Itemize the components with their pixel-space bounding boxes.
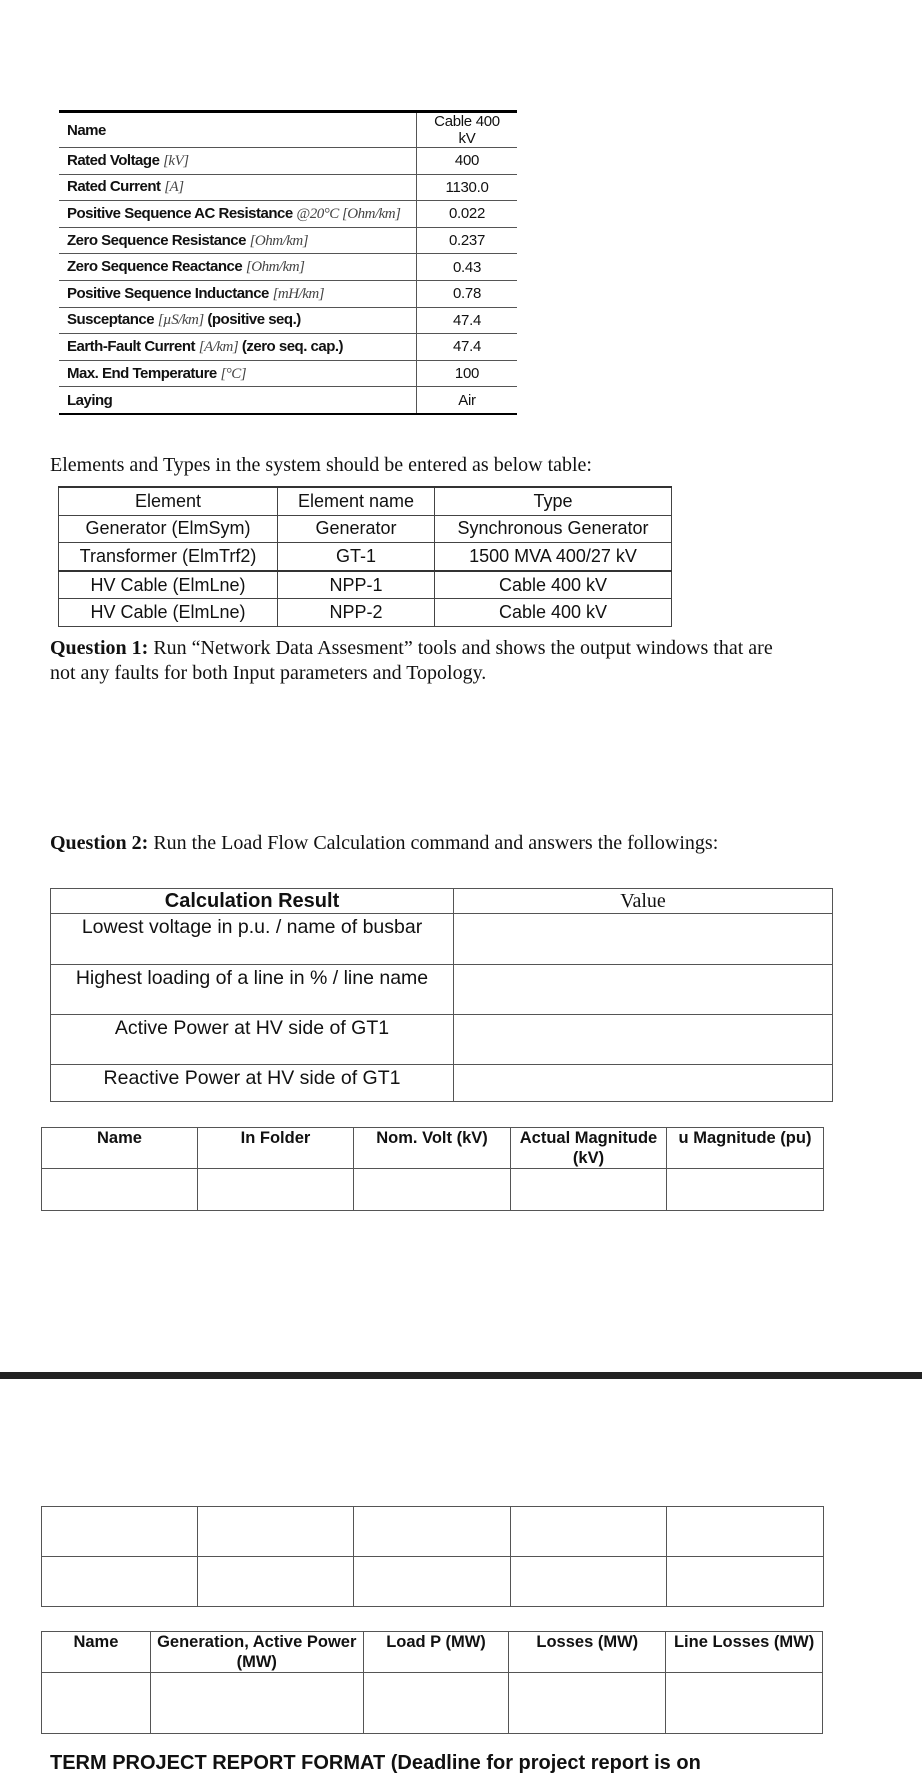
column-header: u Magnitude (pu) xyxy=(667,1128,824,1169)
column-header: Load P (MW) xyxy=(363,1632,509,1673)
table-cell[interactable] xyxy=(42,1557,198,1607)
table-cell[interactable] xyxy=(511,1557,667,1607)
table-row xyxy=(59,334,517,361)
calc-value-header: Value xyxy=(454,889,833,914)
cable-param-value: 1130.0 xyxy=(417,174,518,201)
param-unit: [µS/km] xyxy=(157,312,204,329)
table-cell[interactable] xyxy=(666,1673,823,1734)
param-name: Zero Sequence Reactance xyxy=(67,258,243,276)
table-row xyxy=(42,1169,824,1211)
table-row xyxy=(51,965,833,1015)
table-cell[interactable] xyxy=(198,1507,354,1557)
calc-row-label: Highest loading of a line in % / line name xyxy=(51,965,454,1015)
param-name: Positive Sequence AC Resistance xyxy=(67,204,293,222)
table-cell: Cable 400 kV xyxy=(435,599,672,627)
table-row xyxy=(59,571,672,599)
cable-value-header: Cable 400 kV xyxy=(417,112,518,148)
param-suffix: (positive seq.) xyxy=(207,311,301,329)
param-unit: [A/km] xyxy=(198,338,239,355)
elements-table xyxy=(58,486,672,627)
table-row xyxy=(59,174,517,201)
table-row xyxy=(59,148,517,175)
table-row xyxy=(59,599,672,627)
column-header: Nom. Volt (kV) xyxy=(354,1128,511,1169)
param-name: Max. End Temperature xyxy=(67,364,217,382)
question-1 xyxy=(50,636,773,686)
table-cell[interactable] xyxy=(354,1169,511,1211)
cable-param-label xyxy=(59,174,417,201)
table-cell: GT-1 xyxy=(278,543,435,571)
question-1-label: Question 1: xyxy=(50,637,149,659)
table-row xyxy=(59,543,672,571)
param-unit: @20°C [Ohm/km] xyxy=(296,205,401,222)
table-cell[interactable] xyxy=(667,1557,824,1607)
table-row xyxy=(59,254,517,281)
table-cell[interactable] xyxy=(150,1673,363,1734)
column-header: Name xyxy=(42,1632,151,1673)
table-cell: Generator xyxy=(278,515,435,543)
calculation-results-table xyxy=(50,888,833,1102)
report-format-heading: TERM PROJECT REPORT FORMAT (Deadline for project report is on xyxy=(50,1752,701,1774)
param-name: Rated Voltage xyxy=(67,151,160,169)
question-2-text: Run the Load Flow Calculation command and answers the followings: xyxy=(153,832,719,854)
table-row xyxy=(42,1557,824,1607)
param-suffix: (zero seq. cap.) xyxy=(241,337,344,355)
column-header: Generation, Active Power (MW) xyxy=(150,1632,363,1673)
table-cell: NPP-2 xyxy=(278,599,435,627)
table-row xyxy=(59,112,517,148)
column-header: Actual Magnitude (kV) xyxy=(511,1128,667,1169)
column-header: Element name xyxy=(278,487,435,515)
param-unit: [mH/km] xyxy=(272,285,325,302)
table-cell[interactable] xyxy=(42,1169,198,1211)
cable-param-label xyxy=(59,307,417,334)
table-row xyxy=(42,1673,823,1734)
param-unit: [°C] xyxy=(220,365,247,382)
column-header: Losses (MW) xyxy=(509,1632,666,1673)
table-cell[interactable] xyxy=(42,1507,198,1557)
table-row xyxy=(42,1128,824,1169)
table-cell: 1500 MVA 400/27 kV xyxy=(435,543,672,571)
table-row xyxy=(51,914,833,965)
param-name: Rated Current xyxy=(67,178,161,196)
table-row xyxy=(42,1632,823,1673)
param-name: Earth-Fault Current xyxy=(67,337,196,355)
table-cell: Generator (ElmSym) xyxy=(59,515,278,543)
column-header: Type xyxy=(435,487,672,515)
table-cell: HV Cable (ElmLne) xyxy=(59,571,278,599)
cable-param-label xyxy=(59,387,417,414)
calc-row-label: Lowest voltage in p.u. / name of busbar xyxy=(51,914,454,965)
table-cell[interactable] xyxy=(667,1169,824,1211)
cable-param-value: 400 xyxy=(417,148,518,175)
elements-intro-text: Elements and Types in the system should be entered as below table: xyxy=(50,454,592,476)
param-name: Positive Sequence Inductance xyxy=(67,284,269,302)
column-header: Element xyxy=(59,487,278,515)
question-2 xyxy=(50,831,718,856)
table-row xyxy=(59,201,517,228)
cable-param-label xyxy=(59,254,417,281)
table-cell[interactable] xyxy=(42,1673,151,1734)
table-cell[interactable] xyxy=(354,1507,511,1557)
cable-param-label xyxy=(59,201,417,228)
question-1-text-cont: not any faults for both Input parameters and Topology. xyxy=(50,662,487,684)
cable-parameters-table xyxy=(59,110,517,415)
table-row xyxy=(59,515,672,543)
table-cell[interactable] xyxy=(363,1673,509,1734)
table-row xyxy=(59,307,517,334)
question-2-label: Question 2: xyxy=(50,832,149,854)
param-name: Laying xyxy=(67,391,113,409)
param-unit: [A] xyxy=(164,179,184,196)
param-name: Susceptance xyxy=(67,311,155,329)
cable-param-value: 47.4 xyxy=(417,334,518,361)
cable-param-value: 0.237 xyxy=(417,227,518,254)
column-header: Line Losses (MW) xyxy=(666,1632,823,1673)
table-row xyxy=(59,280,517,307)
cable-param-value: 0.78 xyxy=(417,280,518,307)
cable-param-label xyxy=(59,280,417,307)
cable-name-header: Name xyxy=(59,112,417,148)
param-unit: [Ohm/km] xyxy=(249,232,309,249)
calc-value-cell[interactable] xyxy=(454,965,833,1015)
table-cell: Synchronous Generator xyxy=(435,515,672,543)
table-cell[interactable] xyxy=(198,1169,354,1211)
generation-losses-table xyxy=(41,1631,823,1734)
column-header: In Folder xyxy=(198,1128,354,1169)
table-cell: Transformer (ElmTrf2) xyxy=(59,543,278,571)
table-cell[interactable] xyxy=(511,1169,667,1211)
calc-row-label: Active Power at HV side of GT1 xyxy=(51,1015,454,1065)
cable-param-label xyxy=(59,227,417,254)
busbar-results-table xyxy=(41,1127,824,1211)
table-cell: Cable 400 kV xyxy=(435,571,672,599)
cable-param-label xyxy=(59,148,417,175)
question-1-text: Run “Network Data Assesment” tools and shows the output windows that are xyxy=(153,637,773,659)
table-cell: HV Cable (ElmLne) xyxy=(59,599,278,627)
calc-value-cell[interactable] xyxy=(454,1015,833,1065)
table-row xyxy=(51,889,833,914)
table-cell[interactable] xyxy=(667,1507,824,1557)
table-row xyxy=(59,227,517,254)
calc-value-cell[interactable] xyxy=(454,914,833,965)
table-cell[interactable] xyxy=(354,1557,511,1607)
cable-param-value: 47.4 xyxy=(417,307,518,334)
calc-row-label: Reactive Power at HV side of GT1 xyxy=(51,1065,454,1102)
cable-param-label xyxy=(59,334,417,361)
cable-param-value: Air xyxy=(417,387,518,414)
blank-grid-table xyxy=(41,1506,824,1607)
table-row xyxy=(59,487,672,515)
cable-param-value: 100 xyxy=(417,360,518,387)
calc-result-header: Calculation Result xyxy=(51,889,454,914)
column-header: Name xyxy=(42,1128,198,1169)
param-name: Zero Sequence Resistance xyxy=(67,231,246,249)
cable-param-value: 0.43 xyxy=(417,254,518,281)
table-cell[interactable] xyxy=(511,1507,667,1557)
table-cell[interactable] xyxy=(509,1673,666,1734)
page-divider xyxy=(0,1372,922,1379)
table-cell[interactable] xyxy=(198,1557,354,1607)
cable-param-value: 0.022 xyxy=(417,201,518,228)
param-unit: [Ohm/km] xyxy=(245,259,305,276)
cable-param-label xyxy=(59,360,417,387)
table-row xyxy=(51,1065,833,1102)
table-row xyxy=(42,1507,824,1557)
calc-value-cell[interactable] xyxy=(454,1065,833,1102)
param-unit: [kV] xyxy=(163,152,189,169)
table-row xyxy=(59,387,517,414)
table-row xyxy=(59,360,517,387)
table-row xyxy=(51,1015,833,1065)
table-cell: NPP-1 xyxy=(278,571,435,599)
